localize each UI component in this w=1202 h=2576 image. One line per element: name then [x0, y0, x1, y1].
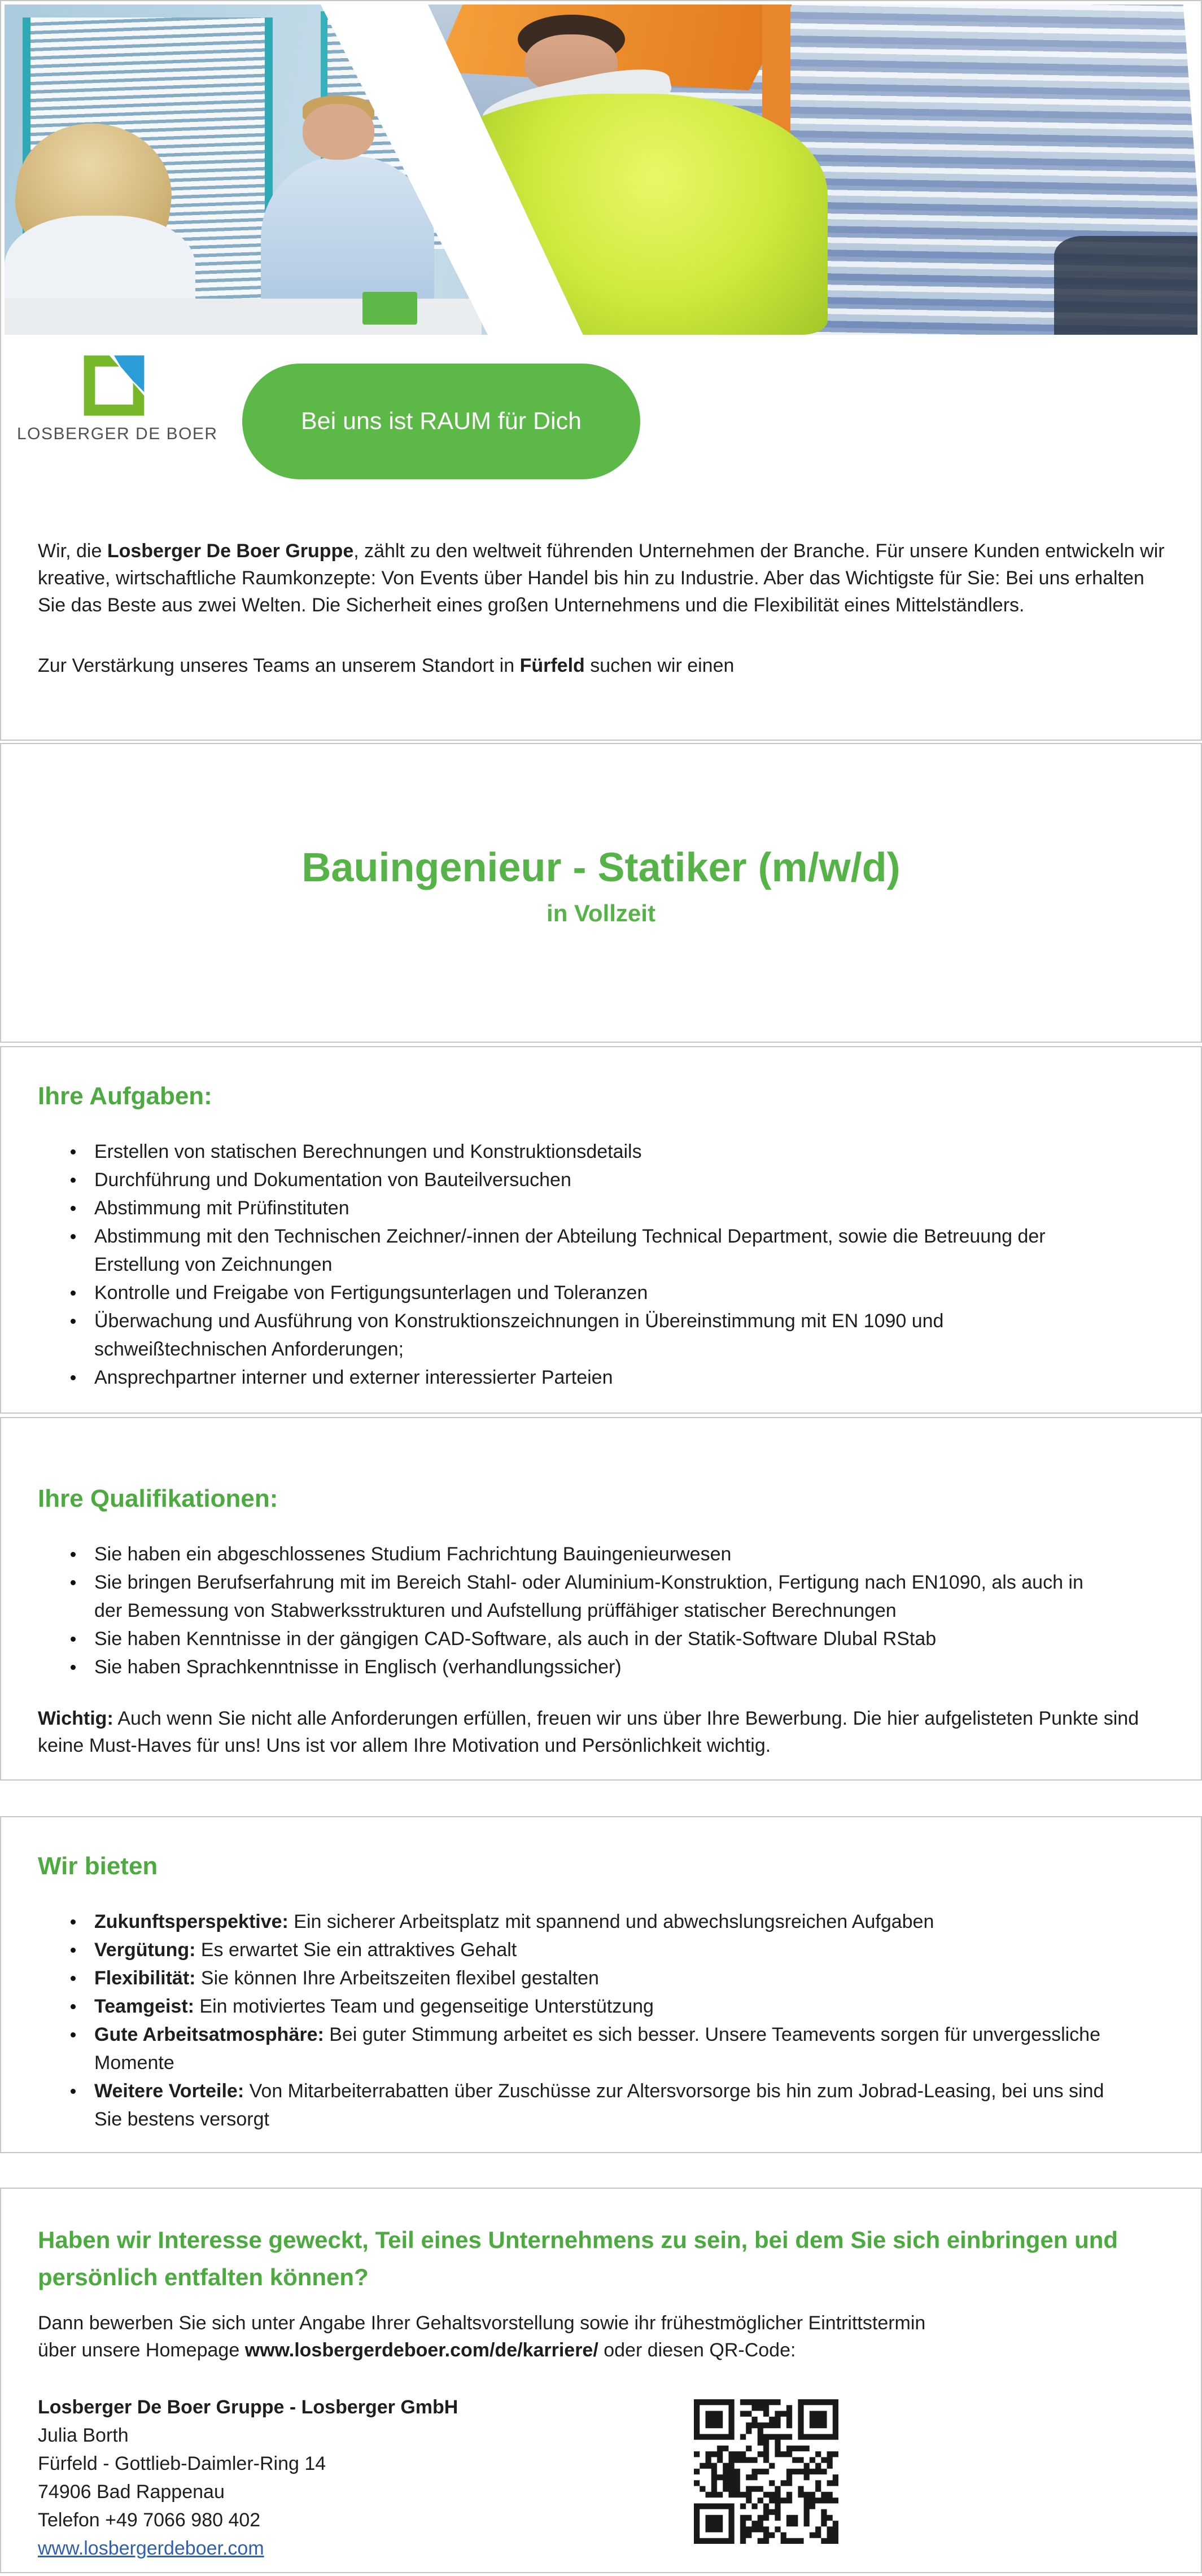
- tasks-section: [0, 1046, 1202, 1414]
- contact-company: Losberger De Boer Gruppe - Losberger GmbH: [38, 2396, 458, 2418]
- list-item: Vergütung: Es erwartet Sie ein attraktives Gehalt: [38, 1936, 1116, 1964]
- application-heading: Haben wir Interesse geweckt, Teil eines Unternehmens zu sein, bei dem Sie sich einbringen und persönlich entfalten können?: [38, 2227, 1118, 2290]
- qr-code: [694, 2399, 838, 2544]
- application-section: [0, 2188, 1202, 2573]
- benefits-list: [38, 1908, 1116, 2133]
- list-item: Abstimmung mit den Technischen Zeichner/-innen der Abteilung Technical Department, sowie die Betreuung der Erstellung von Zeichnungen: [38, 1222, 1116, 1279]
- list-item: Flexibilität: Sie können Ihre Arbeitszeiten flexibel gestalten: [38, 1964, 1116, 1992]
- company-logo-icon: [81, 353, 147, 418]
- qualifications-section: [0, 1417, 1202, 1781]
- contact-name: Julia Borth: [38, 2425, 129, 2446]
- person-man: [303, 104, 374, 160]
- benefits-heading: Wir bieten: [38, 1852, 158, 1880]
- qualifications-heading: Ihre Qualifikationen:: [38, 1485, 278, 1512]
- company-logo-wordmark: LOSBERGER DE BOER: [17, 425, 218, 443]
- list-item: Durchführung und Dokumentation von Bauteilversuchen: [38, 1166, 1116, 1194]
- list-item: Ansprechpartner interner und externer interessierter Parteien: [38, 1363, 1116, 1392]
- product-box: [362, 292, 417, 325]
- list-item: Gute Arbeitsatmosphäre: Bei guter Stimmung arbeitet es sich besser. Unsere Teamevents sorgen für unvergessliche Momente: [38, 2020, 1116, 2077]
- job-title-section: [0, 743, 1202, 1043]
- list-item: Zukunftsperspektive: Ein sicherer Arbeitsplatz mit spannend und abwechslungsreichen Aufgaben: [38, 1908, 1116, 1936]
- qualifications-list: [38, 1540, 1116, 1681]
- list-item: Sie haben ein abgeschlossenes Studium Fachrichtung Bauingenieurwesen: [38, 1540, 1116, 1568]
- contact-street: Fürfeld - Gottlieb-Daimler-Ring 14: [38, 2453, 326, 2474]
- list-item: Erstellen von statischen Berechnungen und Konstruktionsdetails: [38, 1138, 1116, 1166]
- website-link[interactable]: www.losbergerdeboer.com: [38, 2538, 264, 2559]
- list-item: Sie haben Kenntnisse in der gängigen CAD-Software, als auch in der Statik-Software Dlubal RStab: [38, 1625, 1116, 1653]
- contact-phone: Telefon +49 7066 980 402: [38, 2509, 261, 2531]
- job-subtitle: in Vollzeit: [547, 900, 655, 926]
- hero-image: [5, 5, 1197, 335]
- list-item: Sie haben Sprachkenntnisse in Englisch (verhandlungssicher): [38, 1653, 1116, 1681]
- job-title: Bauingenieur - Statiker (m/w/d): [301, 845, 901, 890]
- list-item: Weitere Vorteile: Von Mitarbeiterrabatten über Zuschüsse zur Altersvorsorge bis hin zum Jobrad-Leasing, bei uns sind Sie bestens versorgt: [38, 2077, 1116, 2133]
- tasks-list: [38, 1138, 1116, 1392]
- tagline-text: Bei uns ist RAUM für Dich: [300, 408, 582, 435]
- application-text-line2: über unsere Homepage www.losbergerdeboer.com/de/karriere/ oder diesen QR-Code:: [38, 2339, 796, 2361]
- intro-paragraph: Wir, die Losberger De Boer Gruppe, zählt zu den weltweit führenden Unternehmen der Branche. Für unsere Kunden entwickeln wir kreative, wirtschaftliche Raumkonzepte: Von Events über Handel bis hin zu Industrie. Aber das Wichtigste für Sie: Bei uns erhalten Sie das Beste aus zwei Welten. Die Sicherheit eines großen Unternehmens und die Flexibilität eines Mittelständlers.: [38, 540, 1165, 616]
- benefits-section: [0, 1816, 1202, 2153]
- tasks-heading: Ihre Aufgaben:: [38, 1082, 212, 1110]
- list-item: Sie bringen Berufserfahrung mit im Bereich Stahl- oder Aluminium-Konstruktion, Fertigung nach EN1090, als auch in der Bemessung von Stabwerksstrukturen und Aufstellung prüffähiger statischer Berechnungen: [38, 1568, 1116, 1625]
- intro-section: [0, 0, 1202, 741]
- list-item: Teamgeist: Ein motiviertes Team und gegenseitige Unterstützung: [38, 1992, 1116, 2020]
- forklift-seat: [1054, 236, 1197, 335]
- contact-block: [38, 2393, 1161, 2562]
- contact-city: 74906 Bad Rappenau: [38, 2481, 225, 2503]
- list-item: Abstimmung mit Prüfinstituten: [38, 1194, 1116, 1222]
- important-note: Wichtig: Auch wenn Sie nicht alle Anforderungen erfüllen, freuen wir uns über Ihre Bewerbung. Die hier aufgelisteten Punkte sind keine Must-Haves für uns! Uns ist vor allem Ihre Motivation und Persönlichkeit wichtig.: [38, 1708, 1139, 1756]
- tagline-banner: [242, 364, 640, 479]
- application-text-line1: Dann bewerben Sie sich unter Angabe Ihrer Gehaltsvorstellung sowie ihr frühestmöglicher Eintrittstermin: [38, 2312, 926, 2334]
- intro-location-line: Zur Verstärkung unseres Teams an unserem Standort in Fürfeld suchen wir einen: [38, 655, 735, 676]
- list-item: Kontrolle und Freigabe von Fertigungsunterlagen und Toleranzen: [38, 1279, 1116, 1307]
- list-item: Überwachung und Ausführung von Konstruktionszeichnungen in Übereinstimmung mit EN 1090 und schweißtechnischen Anforderungen;: [38, 1307, 1116, 1363]
